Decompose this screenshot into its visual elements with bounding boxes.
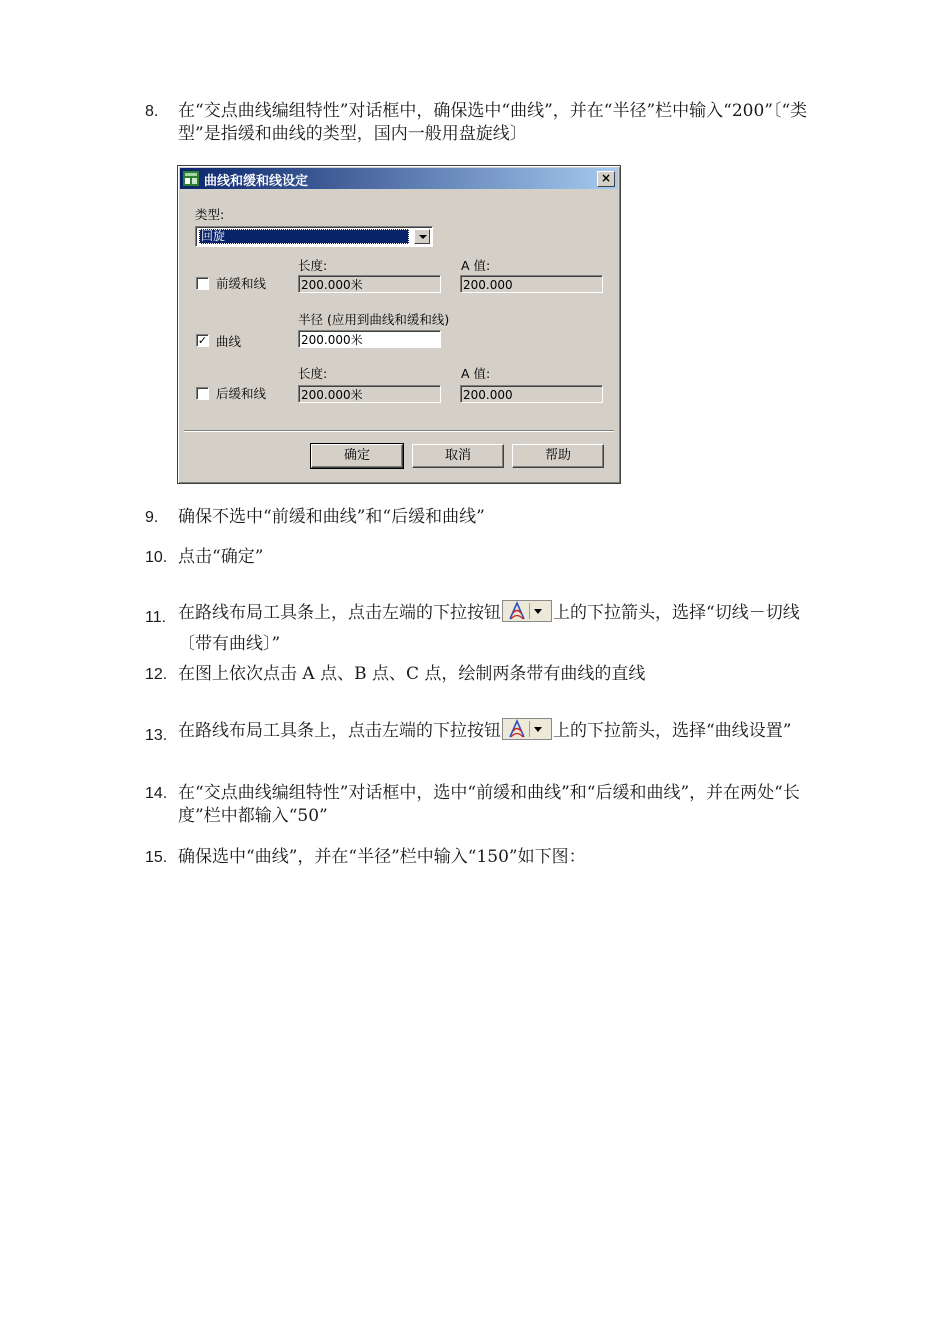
app-icon: [183, 171, 199, 186]
radius-label: 半径 (应用到曲线和缓和线): [298, 312, 450, 327]
step-number: 9.: [145, 509, 159, 526]
step-number: 13.: [145, 727, 168, 744]
step-number: 10.: [145, 549, 168, 566]
dropdown-arrow-icon[interactable]: [534, 609, 542, 614]
step-text-before: 在路线布局工具条上，点击左端的下拉按钮: [178, 721, 501, 741]
step-number: 14.: [145, 785, 168, 802]
step-text-before: 在路线布局工具条上，点击左端的下拉按钮: [178, 603, 501, 623]
dialog-title: 曲线和缓和线设定: [204, 174, 309, 189]
front-a-label: A 值:: [461, 258, 491, 273]
step-text: 点击“确定”: [178, 547, 264, 567]
back-a-value-field[interactable]: 200.000: [460, 385, 603, 403]
curve-label: 曲线: [216, 334, 242, 349]
front-transition-label: 前缓和线: [216, 276, 267, 291]
curve-a-icon: [506, 601, 528, 621]
step-number: 8.: [145, 103, 159, 120]
dropdown-arrow-icon[interactable]: [534, 727, 542, 732]
step-text-after: 上的下拉箭头，选择“曲线设置”: [553, 721, 792, 741]
type-select[interactable]: [195, 226, 433, 247]
type-label: 类型:: [195, 207, 225, 222]
curve-settings-dialog: [177, 165, 621, 484]
step-text: 确保选中“曲线”，并在“半径”栏中输入“150”如下图：: [178, 847, 586, 867]
help-button[interactable]: 帮助: [512, 444, 604, 468]
close-button[interactable]: ×: [597, 171, 615, 187]
cancel-button[interactable]: 取消: [412, 444, 504, 468]
step-number: 15.: [145, 849, 168, 866]
back-length-field[interactable]: 200.000米: [298, 385, 441, 403]
step-number: 11.: [145, 609, 167, 626]
type-selected-value: 回旋: [199, 229, 409, 244]
chevron-down-icon[interactable]: [414, 229, 430, 244]
button-separator: [529, 603, 530, 619]
back-a-label: A 值:: [461, 366, 491, 381]
step-number: 12.: [145, 666, 168, 683]
back-transition-label: 后缓和线: [216, 386, 267, 401]
radius-field[interactable]: 200.000米: [298, 330, 441, 348]
dialog-divider: [184, 430, 614, 432]
front-transition-checkbox[interactable]: [196, 277, 209, 290]
curve-a-icon: [506, 719, 528, 739]
ok-button[interactable]: 确定: [311, 444, 403, 468]
back-length-label: 长度:: [298, 366, 328, 381]
button-separator: [529, 721, 530, 737]
step-text: [178, 598, 828, 660]
step-text: 在“交点曲线编组特性”对话框中，确保选中“曲线”，并在“半径”栏中输入“200”〔“类型”是指缓和曲线的类型，国内一般用盘旋线〕: [178, 101, 808, 144]
step-text: 在图上依次点击 A 点、B 点、C 点，绘制两条带有曲线的直线: [178, 664, 646, 684]
step-text: 在“交点曲线编组特性”对话框中，选中“前缓和曲线”和“后缓和曲线”，并在两处“长度”栏中都输入“50”: [178, 783, 800, 826]
front-length-label: 长度:: [298, 258, 328, 273]
front-a-value-field[interactable]: 200.000: [460, 275, 603, 293]
curve-tool-dropdown-button[interactable]: [502, 600, 552, 622]
curve-tool-dropdown-button[interactable]: [502, 718, 552, 740]
back-transition-checkbox[interactable]: [196, 387, 209, 400]
step-text-after: 上的下拉箭头，选择“切线－切线〔带有曲线〕”: [178, 603, 800, 654]
front-length-field[interactable]: 200.000米: [298, 275, 441, 293]
step-text: 确保不选中“前缓和曲线”和“后缓和曲线”: [178, 507, 485, 527]
curve-checkbox[interactable]: ✓: [197, 334, 208, 347]
dialog-titlebar[interactable]: [180, 168, 618, 189]
step-text: [178, 716, 828, 747]
